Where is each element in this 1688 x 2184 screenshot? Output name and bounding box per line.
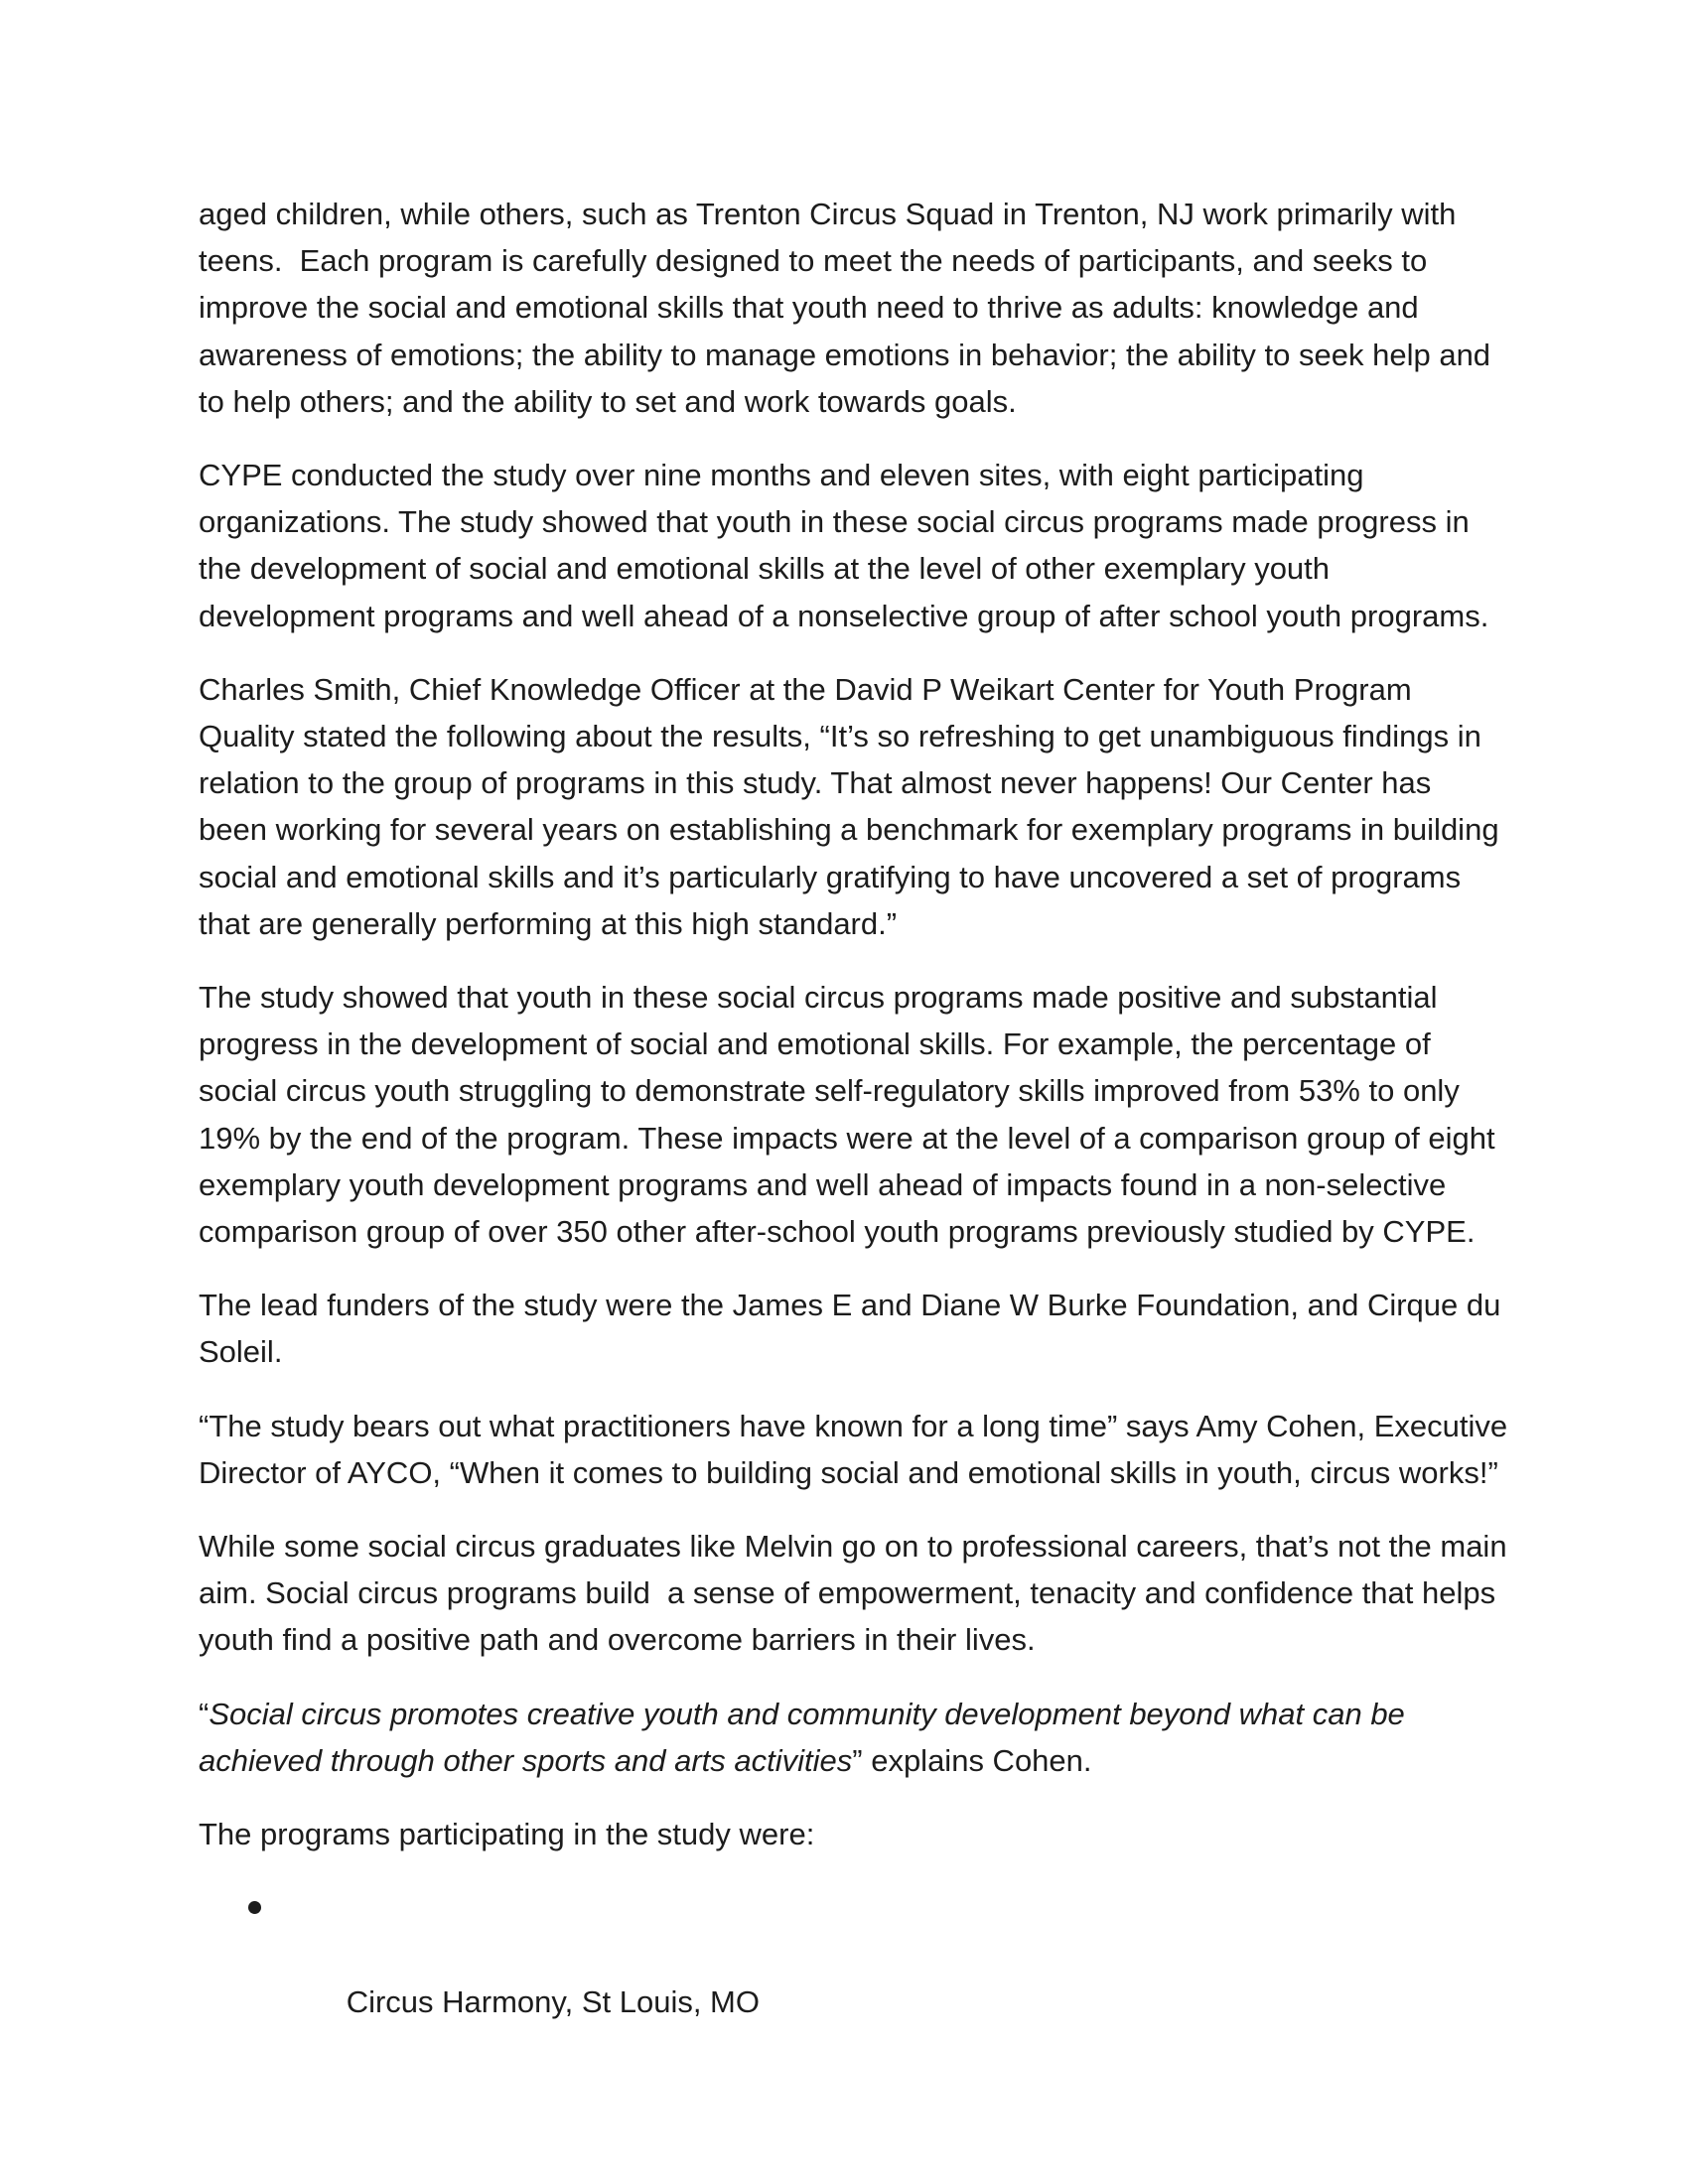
text-line: progress in the development of social and emotional skills. For example, the percentage of: [199, 1026, 1431, 1062]
text-line: The programs participating in the study were:: [199, 1817, 815, 1852]
text-line: Director of AYCO, “When it comes to building social and emotional skills in youth, circus works!”: [199, 1454, 1498, 1490]
paragraph-charles-smith-quote: [199, 666, 1509, 947]
participating-programs-list: [199, 1884, 1509, 2072]
text-line: The study showed that youth in these social circus programs made positive and substantial: [199, 980, 1438, 1016]
paragraph-study-results: [199, 974, 1509, 1255]
italic-quote-text: Social circus promotes creative youth and community development beyond what can be: [209, 1696, 1405, 1731]
list-item: [199, 1884, 1509, 2072]
text-line: [199, 1691, 1509, 1737]
text-line: organizations. The study showed that youth in these social circus programs made progress in: [199, 504, 1470, 540]
text-line: [199, 1737, 1509, 1784]
list-item-text: Circus Harmony, St Louis, MO: [346, 1983, 760, 2019]
text-line: social circus youth struggling to demonstrate self-regulatory skills improved from 53% to only: [199, 1073, 1460, 1109]
text-line: the development of social and emotional skills at the level of other exemplary youth: [199, 551, 1331, 587]
text-line: relation to the group of programs in this study. That almost never happens! Our Center has: [199, 765, 1432, 801]
text-line: The lead funders of the study were the James E and Diane W Burke Foundation, and Cirque du: [199, 1288, 1501, 1323]
text-line: social and emotional skills and it’s particularly gratifying to have uncovered a set of programs: [199, 859, 1462, 894]
text-line: that are generally performing at this high standard.”: [199, 905, 898, 941]
text-line: aged children, while others, such as Trenton Circus Squad in Trenton, NJ work primarily with: [199, 197, 1457, 231]
text-line: youth find a positive path and overcome barriers in their lives.: [199, 1622, 1036, 1658]
text-line: 19% by the end of the program. These impacts were at the level of a comparison group of eight: [199, 1120, 1495, 1156]
paragraph-italic-quote: [199, 1691, 1509, 1784]
text-line: awareness of emotions; the ability to manage emotions in behavior; the ability to seek help and: [199, 337, 1491, 372]
text-line: to help others; and the ability to set and work towards goals.: [199, 383, 1017, 419]
text-line: been working for several years on establishing a benchmark for exemplary programs in building: [199, 812, 1499, 848]
quote-attribution: ” explains Cohen.: [852, 1742, 1092, 1778]
text-line: “The study bears out what practitioners have known for a long time” says Amy Cohen, Executive: [199, 1408, 1508, 1443]
document-page: [199, 191, 1509, 2072]
text-line: teens. Each program is carefully designed to meet the needs of participants, and seeks to: [199, 243, 1428, 279]
italic-quote-text: achieved through other sports and arts activities: [199, 1742, 853, 1778]
paragraph-program-design: [199, 191, 1509, 425]
text-line: Charles Smith, Chief Knowledge Officer at the David P Weikart Center for Youth Program: [199, 671, 1412, 707]
bullet-icon: [248, 1901, 261, 1914]
text-line: While some social circus graduates like Melvin go on to professional careers, that’s not the main: [199, 1529, 1507, 1565]
text-line: improve the social and emotional skills that youth need to thrive as adults: knowledge and: [199, 290, 1419, 326]
paragraph-funders: [199, 1282, 1509, 1375]
text-line: comparison group of over 350 other after-school youth programs previously studied by CYPE.: [199, 1214, 1476, 1250]
text-line: exemplary youth development programs and well ahead of impacts found in a non-selective: [199, 1166, 1447, 1202]
paragraph-graduates: [199, 1523, 1509, 1664]
text-line: Quality stated the following about the results, “It’s so refreshing to get unambiguous findings in: [199, 719, 1481, 754]
paragraph-study-overview: [199, 452, 1509, 639]
text-line: CYPE conducted the study over nine months and eleven sites, with eight participating: [199, 458, 1364, 493]
text-line: development programs and well ahead of a nonselective group of after school youth programs.: [199, 598, 1489, 633]
text-line: aim. Social circus programs build a sense of empowerment, tenacity and confidence that helps: [199, 1575, 1496, 1611]
open-quote-mark: “: [199, 1696, 210, 1731]
paragraph-list-intro: [199, 1811, 1509, 1857]
paragraph-amy-cohen-quote: [199, 1403, 1509, 1496]
text-line: Soleil.: [199, 1334, 283, 1370]
